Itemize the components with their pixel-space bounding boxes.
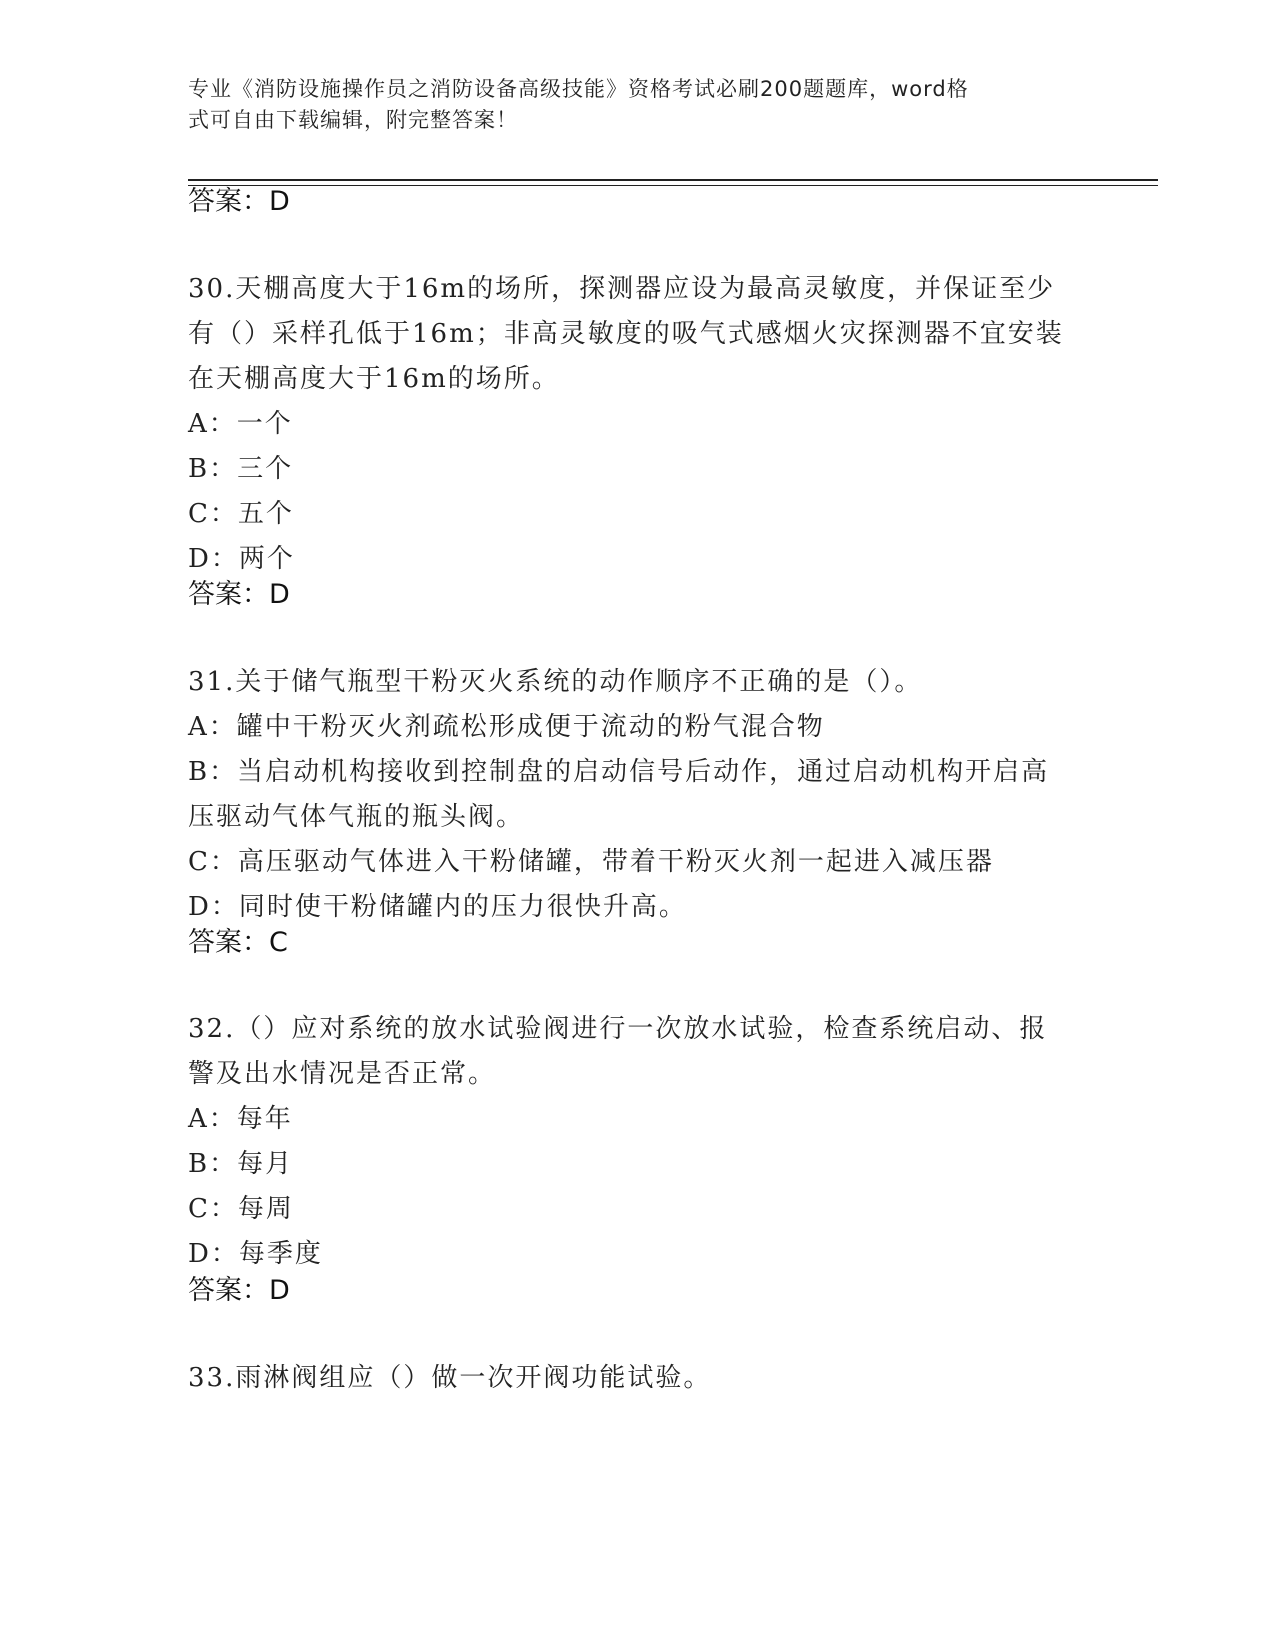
question-31-line-1: 31.关于储气瓶型干粉灭火系统的动作顺序不正确的是（）。 bbox=[188, 667, 923, 697]
question-31 bbox=[188, 660, 1088, 930]
question-32-option-c: C：每周 bbox=[188, 1194, 294, 1224]
question-32 bbox=[188, 1007, 1088, 1277]
question-30-option-a: A：一个 bbox=[188, 409, 293, 439]
question-31-option-b: B：当启动机构接收到控制盘的启动信号后动作，通过启动机构开启高 bbox=[188, 757, 1050, 787]
question-30-option-d: D：两个 bbox=[188, 544, 295, 574]
header-title-line-2: 式可自由下载编辑，附完整答案！ bbox=[188, 108, 518, 132]
question-31-option-b-cont: 压驱动气体气瓶的瓶头阀。 bbox=[188, 802, 525, 832]
question-32-option-d: D：每季度 bbox=[188, 1239, 323, 1269]
question-30-option-b: B：三个 bbox=[188, 454, 294, 484]
answer-30: 答案：D bbox=[188, 579, 290, 610]
answer-29: 答案：D bbox=[188, 186, 290, 217]
header-title-line-1: 专业《消防设施操作员之消防设备高级技能》资格考试必刷200题题库，word格 bbox=[188, 77, 969, 101]
question-33-line-1: 33.雨淋阀组应（）做一次开阀功能试验。 bbox=[188, 1363, 712, 1393]
header-divider-thick bbox=[188, 179, 1158, 181]
answer-32: 答案：D bbox=[188, 1275, 290, 1306]
question-31-option-a: A：罐中干粉灭火剂疏松形成便于流动的粉气混合物 bbox=[188, 712, 825, 742]
question-32-line-2: 警及出水情况是否正常。 bbox=[188, 1059, 497, 1089]
question-32-option-b: B：每月 bbox=[188, 1149, 294, 1179]
question-32-line-1: 32.（）应对系统的放水试验阀进行一次放水试验，检查系统启动、报 bbox=[188, 1014, 1048, 1044]
question-31-option-c: C：高压驱动气体进入干粉储罐，带着干粉灭火剂一起进入减压器 bbox=[188, 847, 994, 877]
question-30-line-1: 30.天棚高度大于16m的场所，探测器应设为最高灵敏度，并保证至少 bbox=[188, 274, 1056, 304]
question-33 bbox=[188, 1356, 1088, 1401]
answer-31: 答案：C bbox=[188, 927, 288, 958]
question-30-line-3: 在天棚高度大于16m的场所。 bbox=[188, 364, 560, 394]
question-30-line-2: 有（）采样孔低于16m；非高灵敏度的吸气式感烟火灾探测器不宜安装 bbox=[188, 319, 1064, 349]
question-32-option-a: A：每年 bbox=[188, 1104, 293, 1134]
question-30 bbox=[188, 267, 1088, 582]
question-31-option-d: D：同时使干粉储罐内的压力很快升高。 bbox=[188, 892, 687, 922]
document-header bbox=[188, 74, 1068, 136]
header-divider-thin bbox=[188, 185, 1158, 186]
question-30-option-c: C：五个 bbox=[188, 499, 294, 529]
